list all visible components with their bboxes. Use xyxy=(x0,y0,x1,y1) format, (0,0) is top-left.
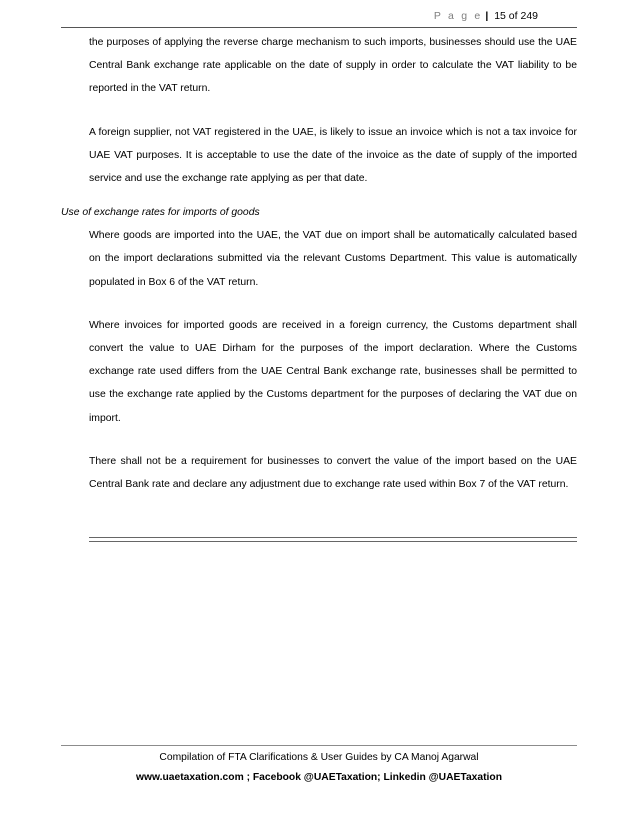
body-paragraph: Where invoices for imported goods are received in a foreign currency, the Customs department shall convert the value to UAE Dirham for the purposes of the import declaration. Where the Customs exchange rate used differs from the UAE Central Bank exchange rate, businesses shall be permitted to use the exchange rate applied by the Customs department for the purposes of declaring the VAT due on import. xyxy=(89,319,577,424)
footer-credit: Compilation of FTA Clarifications & User Guides by CA Manoj Agarwal xyxy=(159,752,479,763)
page-label: P a g e xyxy=(433,10,483,22)
page-header xyxy=(434,10,538,22)
section-heading: Use of exchange rates for imports of goods xyxy=(61,207,260,219)
body-paragraph: A foreign supplier, not VAT registered in the UAE, is likely to issue an invoice which is not a tax invoice for UAE VAT purposes. It is acceptable to use the date of the invoice as the date of supply of the imported service and use the exchange rate applying as per that date. xyxy=(89,126,577,185)
section-end-rule xyxy=(89,537,577,542)
body-paragraph: Where goods are imported into the UAE, the VAT due on import shall be automatically calculated based on the import declarations submitted via the relevant Customs Department. This value is automatically populated in Box 6 of the VAT return. xyxy=(89,230,577,288)
footer-links: www.uaetaxation.com ; Facebook @UAETaxation; Linkedin @UAETaxation xyxy=(135,772,503,783)
document-body xyxy=(61,31,577,496)
header-rule xyxy=(61,27,577,28)
footer-rule xyxy=(61,745,577,746)
page-separator: | xyxy=(485,10,489,22)
page-number: 15 of 249 xyxy=(494,10,538,22)
body-paragraph: the purposes of applying the reverse charge mechanism to such imports, businesses should use the UAE Central Bank exchange rate applicable on the date of supply in order to calculate the VAT liability to be reported in the VAT return. xyxy=(89,37,577,95)
body-paragraph: There shall not be a requirement for businesses to convert the value of the import based on the UAE Central Bank rate and declare any adjustment due to exchange rate used within Box 7 of the VAT return. xyxy=(89,455,577,491)
